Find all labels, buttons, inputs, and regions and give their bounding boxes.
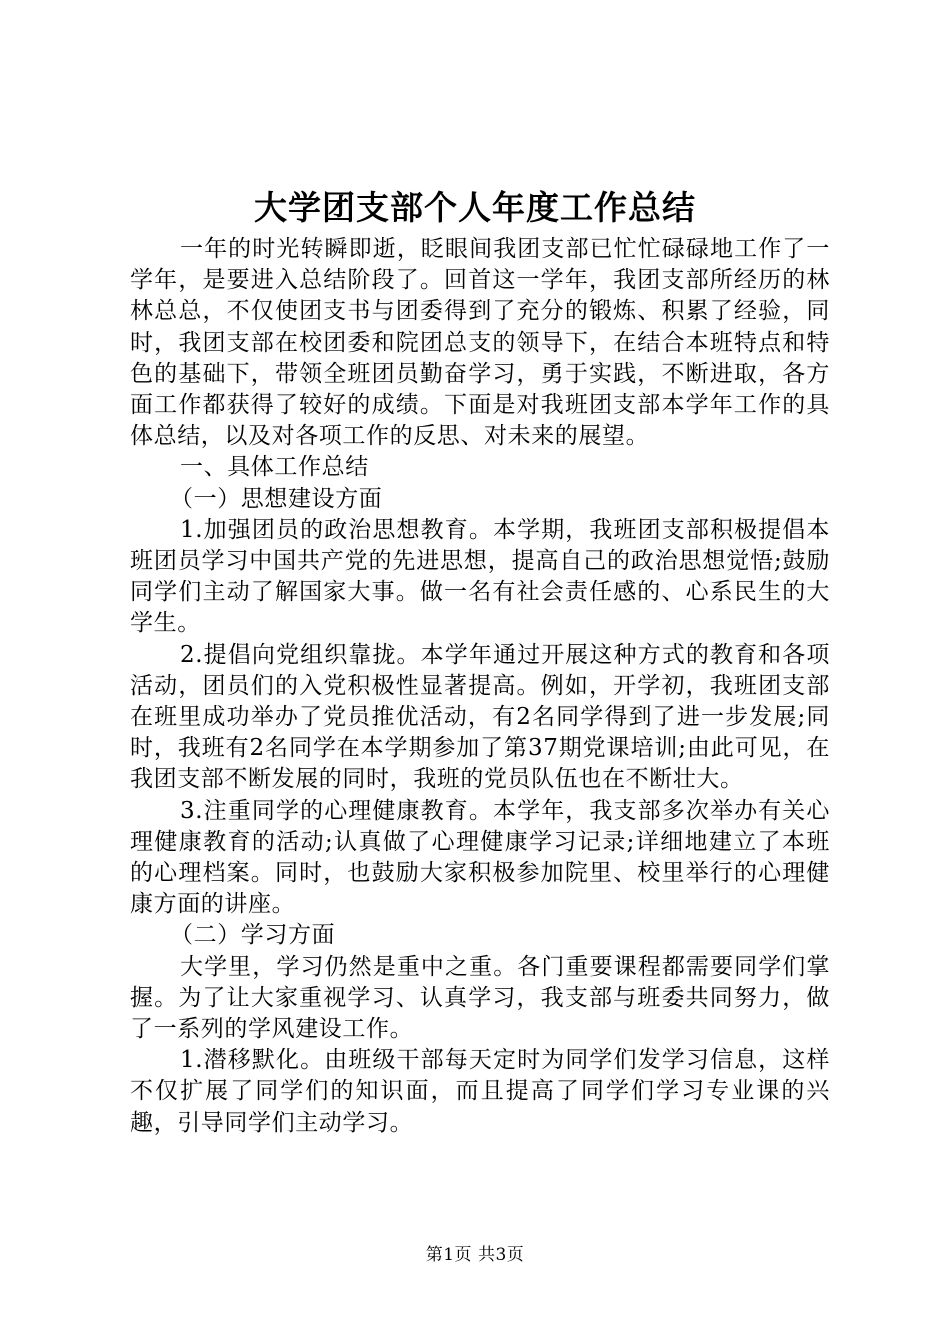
document-title: 大学团支部个人年度工作总结 [254, 188, 696, 227]
document-body [130, 234, 830, 1139]
page-footer: 第1页 共3页 [425, 1245, 525, 1265]
paragraph-item: 2.提倡向党组织靠拢。本学年通过开展这种方式的教育和各项活动，团员们的入党积极性显著提高。例如，开学初，我班团支部在班里成功举办了党员推优活动，有2名同学得到了进一步发展;同时，我班有2名同学在本学期参加了第37期党课培训;由此可见，在我团支部不断发展的同时，我班的党员队伍也在不断壮大。 [130, 641, 830, 793]
subsection-heading: （一）思想建设方面 [170, 485, 383, 512]
paragraph-item: 大学里，学习仍然是重中之重。各门重要课程都需要同学们掌握。为了让大家重视学习、认真学习，我支部与班委共同努力，做了一系列的学风建设工作。 [130, 953, 830, 1043]
subsection-heading: （二）学习方面 [170, 922, 336, 949]
paragraph-item: 3.注重同学的心理健康教育。本学年，我支部多次举办有关心理健康教育的活动;认真做了心理健康学习记录;详细地建立了本班的心理档案。同时，也鼓励大家积极参加院里、校里举行的心理健康方面的讲座。 [130, 797, 830, 918]
paragraph-item: 1.潜移默化。由班级干部每天定时为同学们发学习信息，这样不仅扩展了同学们的知识面，而且提高了同学们学习专业课的兴趣，引导同学们主动学习。 [130, 1047, 830, 1136]
paragraph-intro: 一年的时光转瞬即逝，眨眼间我团支部已忙忙碌碌地工作了一学年，是要进入总结阶段了。回首这一学年，我团支部所经历的林林总总，不仅使团支书与团委得到了充分的锻炼、积累了经验，同时，我团支部在校团委和院团总支的领导下，在结合本班特点和特色的基础下，带领全班团员勤奋学习，勇于实践，不断进取，各方面工作都获得了较好的成绩。下面是对我班团支部本学年工作的具体总结，以及对各项工作的反思、对未来的展望。 [130, 236, 830, 450]
section-heading: 一、具体工作总结 [180, 454, 369, 481]
paragraph-item: 1.加强团员的政治思想教育。本学期，我班团支部积极提倡本班团员学习中国共产党的先进思想，提高自己的政治思想觉悟;鼓励同学们主动了解国家大事。做一名有社会责任感的、心系民生的大学生。 [130, 516, 830, 637]
